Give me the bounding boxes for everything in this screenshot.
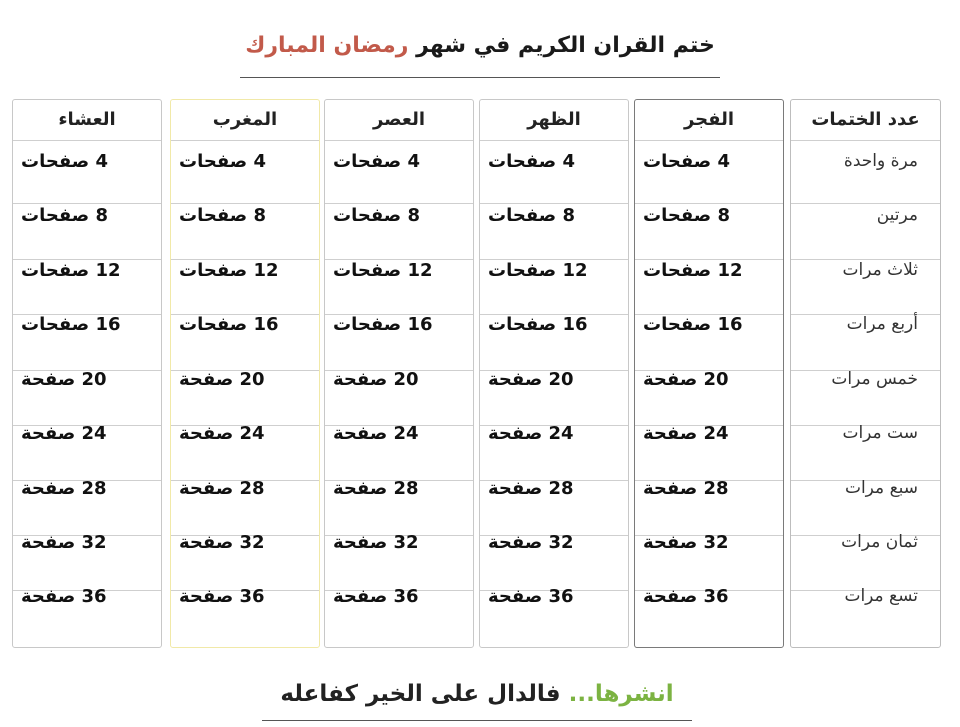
count-cell: ثمان مرات [841,532,918,552]
pages-cell: 32 صفحة [488,531,574,553]
pages-cell: 20 صفحة [21,368,107,390]
column-header: الفجر [683,109,735,130]
column-maghrib [170,99,320,648]
pages-cell: 32 صفحة [643,531,729,553]
pages-cell: 16 صفحات [333,313,433,335]
column-header: العشاء [58,109,116,130]
count-cell: تسع مرات [844,586,918,606]
pages-cell: 8 صفحات [21,204,108,226]
pages-cell: 28 صفحة [488,477,574,499]
pages-cell: 32 صفحة [179,531,265,553]
column-header: العصر [372,109,426,130]
count-cell: سبع مرات [844,478,918,498]
footer-underline [262,720,692,721]
pages-cell: 24 صفحة [643,422,729,444]
pages-cell: 36 صفحة [488,585,574,607]
column-dhuhr [479,99,629,648]
pages-cell: 4 صفحات [333,150,420,172]
pages-cell: 36 صفحة [333,585,419,607]
pages-cell: 20 صفحة [643,368,729,390]
pages-cell: 20 صفحة [488,368,574,390]
title-underline [240,77,720,78]
page-title [240,28,720,64]
pages-cell: 16 صفحات [21,313,121,335]
pages-cell: 28 صفحة [333,477,419,499]
footer-text: فالدال على الخير كفاعله [280,681,561,707]
pages-cell: 4 صفحات [179,150,266,172]
count-cell: ست مرات [842,423,918,443]
pages-cell: 24 صفحة [488,422,574,444]
pages-cell: 16 صفحات [643,313,743,335]
pages-cell: 28 صفحة [643,477,729,499]
pages-cell: 32 صفحة [333,531,419,553]
pages-cell: 8 صفحات [179,204,266,226]
pages-cell: 8 صفحات [643,204,730,226]
title-main: ختم القران الكريم في شهر [416,33,715,58]
column-header: عدد الختمات [811,109,920,130]
pages-cell: 28 صفحة [21,477,107,499]
pages-cell: 36 صفحة [179,585,265,607]
count-cell: خمس مرات [831,369,918,389]
pages-cell: 4 صفحات [488,150,575,172]
title-accent: رمضان المبارك [245,33,409,58]
column-khatma-count [790,99,941,648]
column-header: الظهر [527,109,581,130]
pages-cell: 20 صفحة [333,368,419,390]
pages-cell: 12 صفحات [643,259,743,281]
pages-cell: 8 صفحات [333,204,420,226]
column-fajr [634,99,784,648]
pages-cell: 28 صفحة [179,477,265,499]
count-cell: مرتين [876,205,918,225]
pages-cell: 24 صفحة [179,422,265,444]
footer-slogan [262,676,692,712]
pages-cell: 24 صفحة [333,422,419,444]
count-cell: أربع مرات [846,314,918,334]
column-asr [324,99,474,648]
pages-cell: 36 صفحة [643,585,729,607]
pages-cell: 12 صفحات [21,259,121,281]
count-cell: مرة واحدة [843,151,918,171]
pages-cell: 16 صفحات [488,313,588,335]
pages-cell: 12 صفحات [488,259,588,281]
footer-accent: انشرها... [568,681,674,707]
pages-cell: 8 صفحات [488,204,575,226]
pages-cell: 32 صفحة [21,531,107,553]
pages-cell: 20 صفحة [179,368,265,390]
pages-cell: 4 صفحات [21,150,108,172]
pages-cell: 12 صفحات [333,259,433,281]
pages-cell: 36 صفحة [21,585,107,607]
pages-cell: 24 صفحة [21,422,107,444]
pages-cell: 12 صفحات [179,259,279,281]
pages-cell: 4 صفحات [643,150,730,172]
column-header: المغرب [212,109,278,130]
column-isha [12,99,162,648]
pages-cell: 16 صفحات [179,313,279,335]
count-cell: ثلاث مرات [842,260,918,280]
